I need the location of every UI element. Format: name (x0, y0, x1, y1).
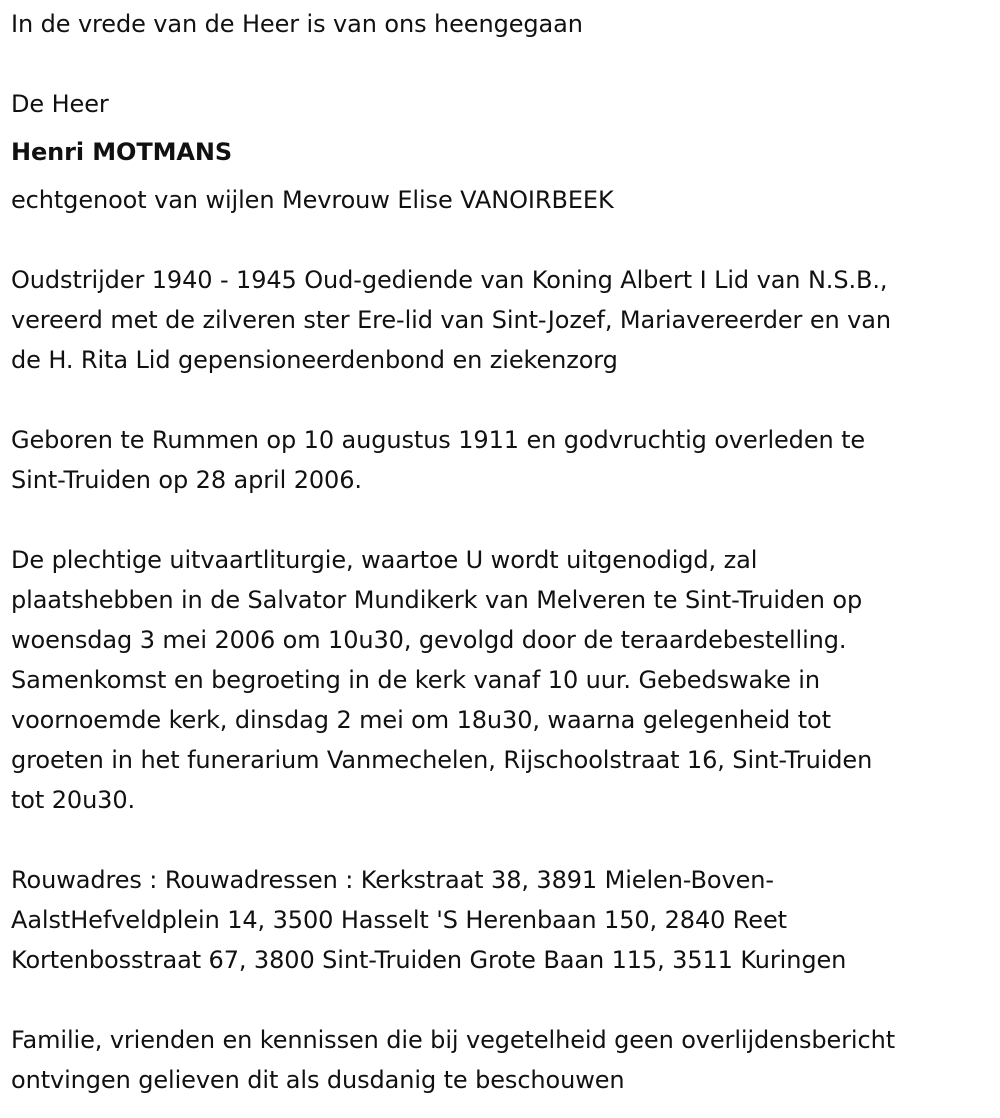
honors-line: de H. Rita Lid gepensioneerdenbond en ziekenzorg (11, 346, 618, 374)
spouse-text: echtgenoot van wijlen Mevrouw Elise VANOIRBEEK (11, 186, 614, 214)
honors-line: Oudstrijder 1940 - 1945 Oud-gediende van Koning Albert I Lid van N.S.B., (11, 266, 888, 294)
funeral-line: woensdag 3 mei 2006 om 10u30, gevolgd door de teraardebestelling. (11, 626, 847, 654)
title-prefix: De Heer (11, 90, 109, 118)
closing-line: ontvingen gelieven dit als dusdanig te beschouwen (11, 1066, 625, 1094)
address-line: Rouwadres : Rouwadressen : Kerkstraat 38, 3891 Mielen-Boven- (11, 866, 774, 894)
funeral-line: tot 20u30. (11, 786, 136, 814)
obituary-notice (11, 4, 996, 1100)
intro-text: In de vrede van de Heer is van ons heengegaan (11, 10, 583, 38)
closing-paragraph (11, 1020, 996, 1100)
address-line: Kortenbosstraat 67, 3800 Sint-Truiden Grote Baan 115, 3511 Kuringen (11, 946, 847, 974)
funeral-line: Samenkomst en begroeting in de kerk vanaf 10 uur. Gebedswake in (11, 666, 820, 694)
funeral-line: De plechtige uitvaartliturgie, waartoe U wordt uitgenodigd, zal (11, 546, 758, 574)
birth-death-paragraph (11, 420, 996, 500)
birth-death-line: Sint-Truiden op 28 april 2006. (11, 466, 362, 494)
funeral-line: voornoemde kerk, dinsdag 2 mei om 18u30, waarna gelegenheid tot (11, 706, 831, 734)
addresses-paragraph (11, 860, 996, 980)
honors-paragraph (11, 260, 996, 380)
honors-line: vereerd met de zilveren ster Ere-lid van Sint-Jozef, Mariavereerder en van (11, 306, 891, 334)
address-line: AalstHefveldplein 14, 3500 Hasselt 'S Herenbaan 150, 2840 Reet (11, 906, 787, 934)
closing-line: Familie, vrienden en kennissen die bij vegetelheid geen overlijdensbericht (11, 1026, 895, 1054)
funeral-line: groeten in het funerarium Vanmechelen, Rijschoolstraat 16, Sint-Truiden (11, 746, 873, 774)
funeral-paragraph (11, 540, 996, 820)
funeral-line: plaatshebben in de Salvator Mundikerk van Melveren te Sint-Truiden op (11, 586, 863, 614)
birth-death-line: Geboren te Rummen op 10 augustus 1911 en godvruchtig overleden te (11, 426, 866, 454)
deceased-name: Henri MOTMANS (11, 138, 233, 166)
